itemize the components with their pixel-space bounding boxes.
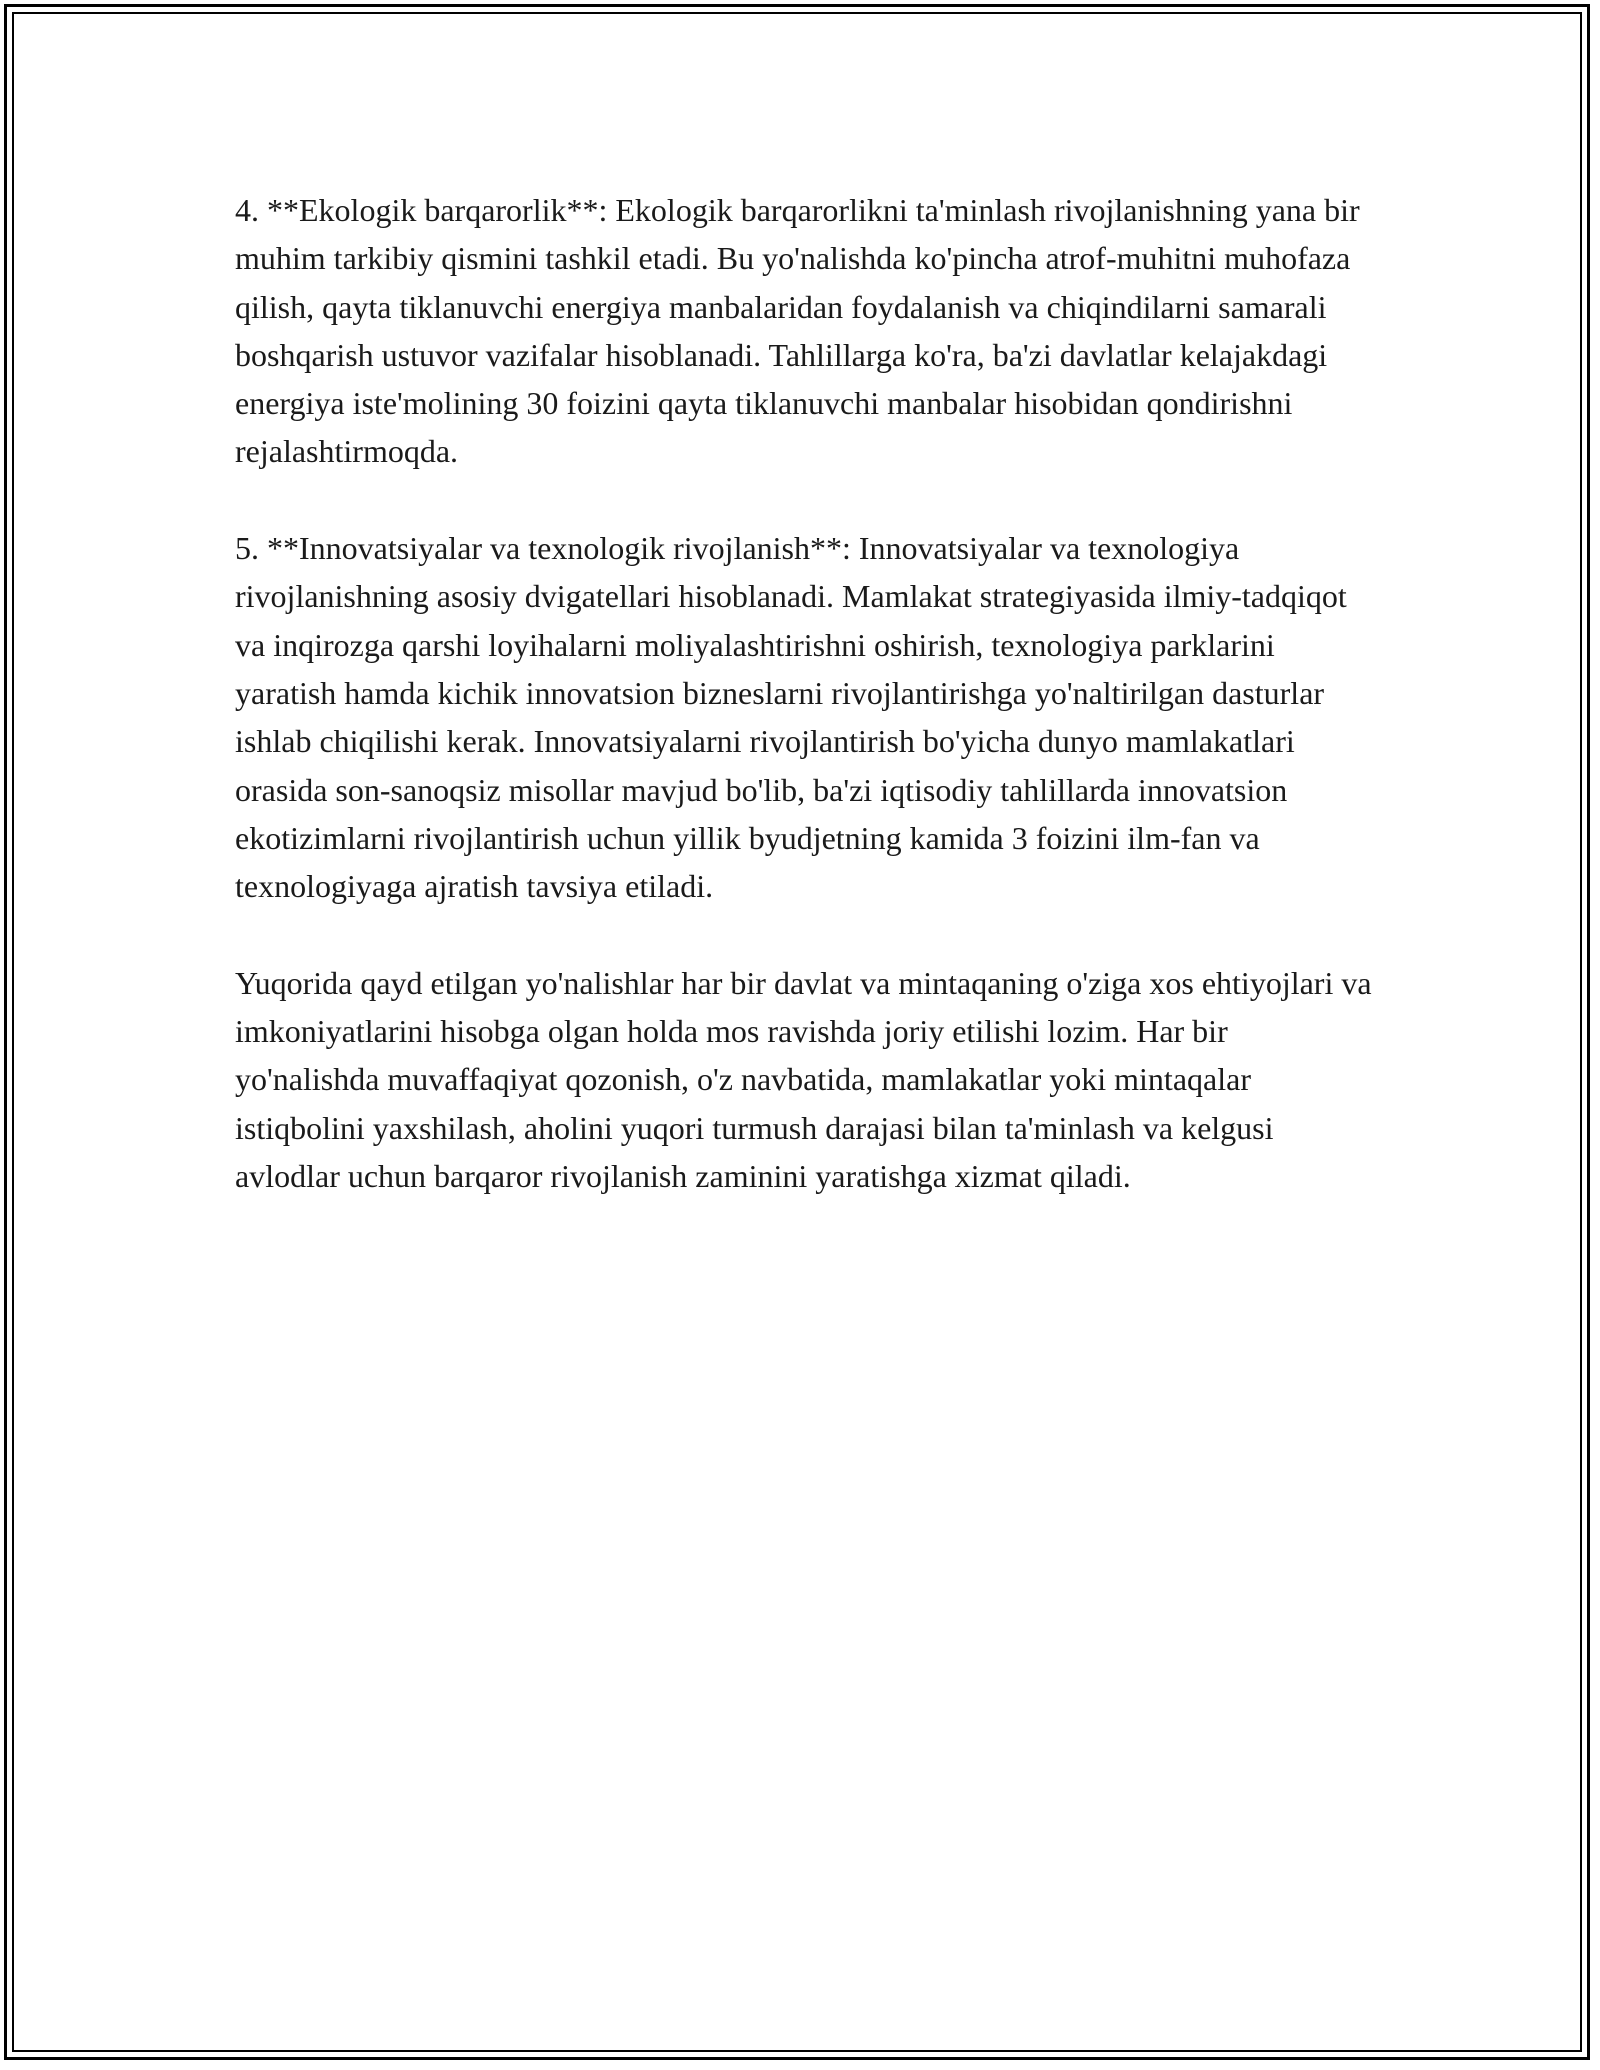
paragraph-innovation-technology: 5. **Innovatsiyalar va texnologik rivojlanish**: Innovatsiyalar va texnologiya rivojlanishning asosiy dvigatellari hisoblanadi. Mamlakat strategiyasida ilmiy-tadqiqot va inqirozga qarshi loyihalarni moliyalashtirishni oshirish, texnologiya parklarini yaratish hamda kichik innovatsion bizneslarni rivojlantirishga yo'naltirilgan dasturlar ishlab chiqilishi kerak. Innovatsiyalarni rivojlantirish bo'yicha dunyo mamlakatlari orasida son-sanoqsiz misollar mavjud bo'lib, ba'zi iqtisodiy tahlillarda innovatsion ekotizimlarni rivojlantirish uchun yillik byudjetning kamida 3 foizini ilm-fan va texnologiyaga ajratish tavsiya etiladi.: [235, 530, 1347, 905]
paragraph-conclusion: Yuqorida qayd etilgan yo'nalishlar har bir davlat va mintaqaning o'ziga xos ehtiyojlari va imkoniyatlarini hisobga olgan holda mos ravishda joriy etilishi lozim. Har bir yo'nalishda muvaffaqiyat qozonish, o'z navbatida, mamlakatlar yoki mintaqalar istiqbolini yaxshilash, aholini yuqori turmush darajasi bilan ta'minlash va kelgusi avlodlar uchun barqaror rivojlanish zaminini yaratishga xizmat qiladi.: [235, 964, 1372, 1194]
paragraph-ecological-sustainability: 4. **Ekologik barqarorlik**: Ekologik barqarorlikni ta'minlash rivojlanishning yana bir muhim tarkibiy qismini tashkil etadi. Bu yo'nalishda ko'pincha atrof-muhitni muhofaza qilish, qayta tiklanuvchi energiya manbalaridan foydalanish va chiqindilarni samarali boshqarish ustuvor vazifalar hisoblanadi. Tahlillarga ko'ra, ba'zi davlatlar kelajakdagi energiya iste'molining 30 foizini qayta tiklanuvchi manbalar hisobidan qondirishni rejalashtirmoqda.: [235, 192, 1360, 470]
document-body: [235, 186, 1375, 1249]
